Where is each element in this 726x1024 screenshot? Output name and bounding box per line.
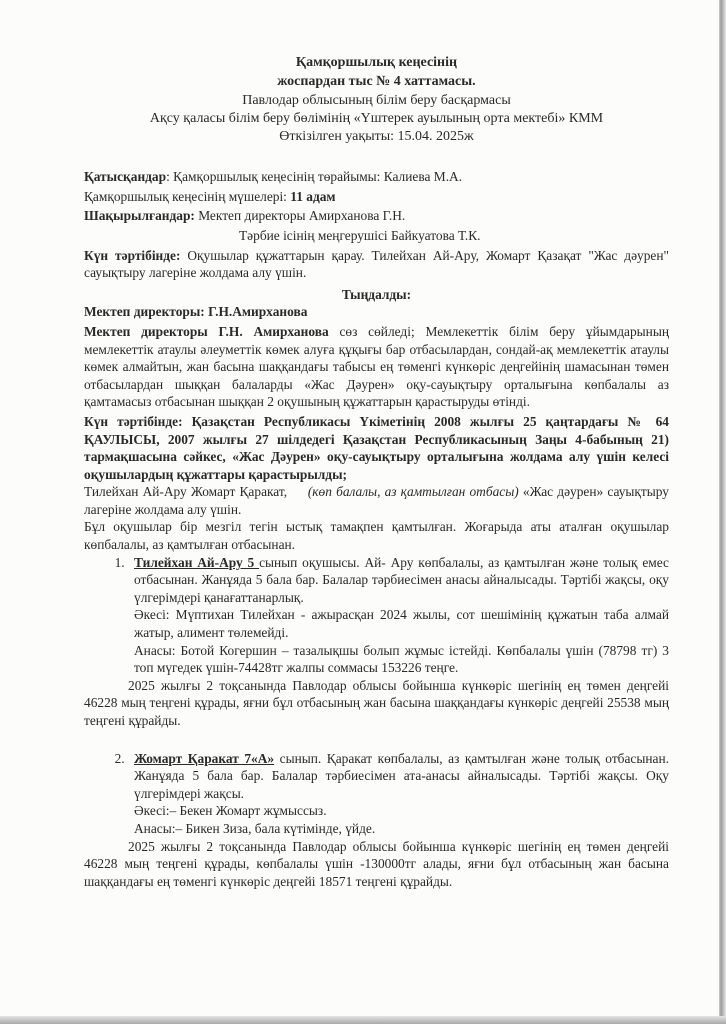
speech-lead: Мектеп директоры Г.Н. Амирханова — [84, 323, 329, 339]
invited-deputy: Тәрбие ісінің меңгерушісі Байкуатова Т.К. — [239, 227, 481, 243]
agenda-text: Оқушылар құжаттарын қарау. Тилейхан Ай-Ару, Жомарт Қазақат "Жас дәурен" сауықтыру лагеріне жолдама алу үшін. — [84, 247, 669, 281]
students-names: Тилейхан Ай-Ару Жомарт Қаракат, — [84, 484, 288, 500]
students-names-tail: «Жас дәурен» сауықтыру лагеріне жолдама алу үшін. — [84, 484, 669, 517]
student-item — [128, 554, 669, 677]
student-father: Әкесі:– Бекен Жомарт жұмыссыз. — [134, 803, 327, 819]
speech-text: сөз сөйледі; Мемлекеттік білім беру ұйымдарының мемлекеттік атаулы әлеуметтік көмек алуға құқығы бар отбасылардан, сондай-ақ мемлекеттік атаулы көмек алмайтын, жан басына шаққандағы табысы ең төменгі күнкөріс деңгейінің шамасынан төмен отбасылардан шыққан балаларды «Жас Дәурен» оқу-сауықтыру орталығына көпбалалы аз қамтамасыз отбасынан шыққан 2 оқушының құжаттарын қарастыруды өтінді. — [84, 323, 669, 410]
scan-right-edge — [719, 0, 726, 1024]
members-line — [84, 188, 669, 206]
invited-director: Мектеп директоры Амирханова Г.Н. — [194, 208, 406, 224]
student-mother: Анасы:– Бикен Зиза, бала күтімінде, үйде. — [134, 820, 376, 836]
student-name: Жомарт Қаракат 7«А» — [134, 750, 275, 766]
student-father: Әкесі: Мүптихан Тилейхан - ажырасқан 2024 жылы, сот шешімінің құжатын таба алмай жатыр, алимент төлемейді. — [134, 607, 669, 641]
student-income: 2025 жылғы 2 тоқсанында Павлодар облысы бойынша күнкөріс шегінің ең төмен деңгейі 46228 мың теңгені құрады, көпбалалы үшін -130000тг алады, яғни бұл отбасының жан басына шаққандағы ең төменгі күнкөріс деңгейі 18571 теңгені құрайды. — [84, 838, 669, 889]
agenda-label: Күн тәртібінде: — [84, 247, 181, 263]
student-mother: Анасы: Ботой Когершин – тазалықшы болып жұмыс істейді. Көпбалалы үшін (78798 тг) 3 топ мүгедек үшін-74428тг жалпы соммасы 153226 теңге. — [134, 642, 669, 676]
student-item — [128, 750, 669, 838]
student-description: сынып оқушысы. Ай- Ару көпбалалы, аз қамтылған және толық емес отбасынан. Жанұяда 5 бала бар. Балалар тәрбиесімен анасы айналысады. Тәртібі жақсы, оқу үлгерімдері қанағаттанарлық. — [134, 554, 669, 605]
students-list — [84, 554, 669, 677]
students-list-continued — [84, 750, 669, 838]
student-income: 2025 жылғы 2 тоқсанында Павлодар облысы бойынша күнкөріс шегінің ең төмен деңгейі 46228 мың теңгені құрады, яғни бұл отбасының жан басына шаққандағы күнкөріс деңгейі 25538 мың теңгені құрайды. — [84, 677, 669, 728]
students-family-note: (көп балалы, аз қамтылған отбасы) — [307, 484, 519, 500]
participants-line — [84, 168, 669, 186]
document-title-line1: Қамқоршылық кеңесінің — [295, 55, 458, 70]
document-title-line2: жоспардан тыс № 4 хаттамасы. — [277, 73, 476, 89]
members-text: Қамқоршылық кеңесінің мүшелері: — [84, 188, 291, 204]
student-description: сынып. Қаракат көпбалалы, аз қамтылған және толық отбасынан. Жанұяда 5 бала бар. Балалар тәрбиесімен ата-анасы айналысады. Тәртібі жақсы. Оқу үлгерімдері жақсы. — [134, 750, 669, 801]
resolution-paragraph: Күн тәртібінде: Қазақстан Республикасы Үкіметінің 2008 жылғы 25 қаңтардағы № 64 ҚАУЛЫСЫ, 2007 жылғы 27 шілдедегі Қазақстан Республикасының Заңы 4-бабының 21) тармақшасына сәйкес, «Жас Дәурен» оқу-сауықтыру орталығына жолдама алу үшін келесі оқушылардың құжаттары қарастырылды; — [84, 413, 669, 482]
speech-paragraph — [84, 323, 669, 411]
document-body — [84, 54, 669, 890]
heard-heading: Тыңдалды: — [341, 286, 412, 302]
org-line2: Ақсу қаласы білім беру бөлімінің «Үштерек ауылының орта мектебі» КММ — [149, 111, 604, 127]
student-name: Тилейхан Ай-Ару 5 — [134, 554, 260, 570]
members-count: 11 адам — [290, 188, 336, 204]
summary-paragraph: Бұл оқушылар бір мезгіл тегін ыстық тамақпен қамтылған. Жоғарыда аты аталған оқушылар көпбалалы, аз қамтылған отбасынан. — [84, 519, 669, 553]
participants-label: Қатысқандар — [84, 169, 167, 185]
students-names-line — [84, 483, 669, 518]
invited-line — [84, 207, 669, 225]
participants-text: : Қамқоршылық кеңесінің төрайымы: Калиева М.А. — [166, 169, 463, 185]
agenda-line — [84, 247, 669, 282]
org-line1: Павлодар облысының білім беру басқармасы — [242, 93, 511, 109]
meeting-date: Өткізілген уақыты: 15.04. 2025ж — [279, 129, 474, 145]
speaker-line: Мектеп директоры: Г.Н.Амирханова — [84, 304, 308, 320]
invited-label: Шақырылғандар: — [84, 208, 195, 224]
scan-bottom-edge — [0, 1016, 726, 1024]
